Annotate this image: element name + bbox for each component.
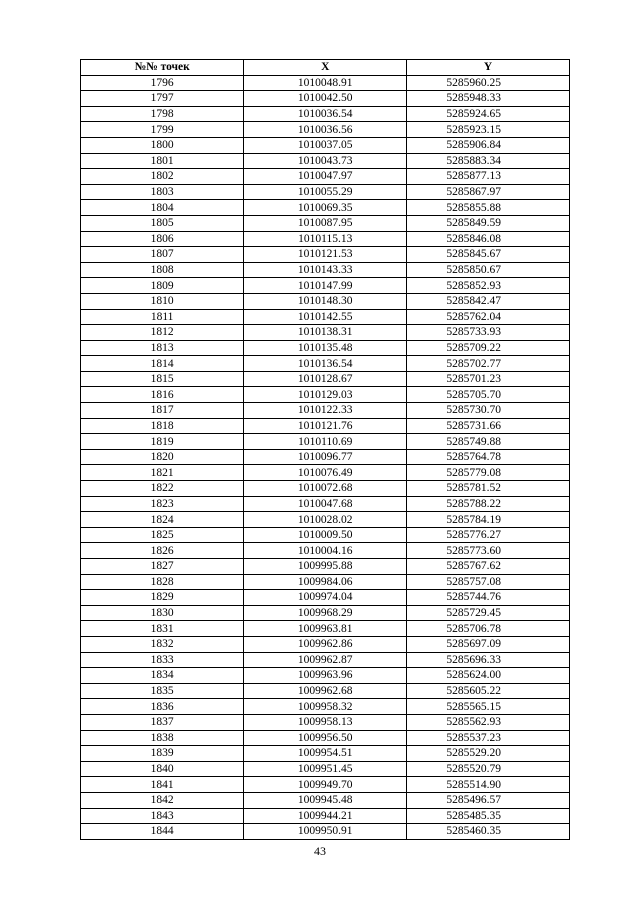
x-cell: 1009963.96 <box>244 668 407 684</box>
point-number-cell: 1811 <box>81 309 244 325</box>
y-cell: 5285749.88 <box>407 434 570 450</box>
table-row <box>81 621 570 637</box>
point-number-cell: 1825 <box>81 527 244 543</box>
point-number-cell: 1813 <box>81 340 244 356</box>
y-cell: 5285788.22 <box>407 496 570 512</box>
x-cell: 1009968.29 <box>244 605 407 621</box>
table-row <box>81 247 570 263</box>
table-row <box>81 824 570 840</box>
table-row <box>81 169 570 185</box>
x-cell: 1010072.68 <box>244 481 407 497</box>
coordinates-table <box>80 59 570 840</box>
x-cell: 1010129.03 <box>244 387 407 403</box>
y-cell: 5285852.93 <box>407 278 570 294</box>
x-cell: 1009974.04 <box>244 590 407 606</box>
x-cell: 1010136.54 <box>244 356 407 372</box>
x-cell: 1010135.48 <box>244 340 407 356</box>
table-row <box>81 449 570 465</box>
point-number-cell: 1827 <box>81 559 244 575</box>
x-cell: 1009962.68 <box>244 683 407 699</box>
column-header-x: X <box>244 60 407 76</box>
y-cell: 5285705.70 <box>407 387 570 403</box>
x-cell: 1010087.95 <box>244 215 407 231</box>
point-number-cell: 1806 <box>81 231 244 247</box>
x-cell: 1010121.53 <box>244 247 407 263</box>
point-number-cell: 1821 <box>81 465 244 481</box>
table-row <box>81 792 570 808</box>
table-row <box>81 387 570 403</box>
y-cell: 5285773.60 <box>407 543 570 559</box>
point-number-cell: 1837 <box>81 714 244 730</box>
y-cell: 5285855.88 <box>407 200 570 216</box>
x-cell: 1010069.35 <box>244 200 407 216</box>
table-row <box>81 278 570 294</box>
table-row <box>81 418 570 434</box>
point-number-cell: 1796 <box>81 75 244 91</box>
x-cell: 1009962.86 <box>244 636 407 652</box>
table-row <box>81 808 570 824</box>
point-number-cell: 1804 <box>81 200 244 216</box>
y-cell: 5285849.59 <box>407 215 570 231</box>
table-row <box>81 668 570 684</box>
page-number: 43 <box>314 844 326 858</box>
point-number-cell: 1797 <box>81 91 244 107</box>
x-cell: 1010147.99 <box>244 278 407 294</box>
y-cell: 5285729.45 <box>407 605 570 621</box>
x-cell: 1010047.97 <box>244 169 407 185</box>
y-cell: 5285562.93 <box>407 714 570 730</box>
x-cell: 1009945.48 <box>244 792 407 808</box>
point-number-cell: 1818 <box>81 418 244 434</box>
x-cell: 1010122.33 <box>244 403 407 419</box>
point-number-cell: 1832 <box>81 636 244 652</box>
y-cell: 5285781.52 <box>407 481 570 497</box>
point-number-cell: 1812 <box>81 325 244 341</box>
x-cell: 1009995.88 <box>244 559 407 575</box>
point-number-cell: 1842 <box>81 792 244 808</box>
table-row <box>81 543 570 559</box>
table-row <box>81 122 570 138</box>
x-cell: 1009949.70 <box>244 777 407 793</box>
point-number-cell: 1826 <box>81 543 244 559</box>
y-cell: 5285460.35 <box>407 824 570 840</box>
x-cell: 1010121.76 <box>244 418 407 434</box>
table-row <box>81 75 570 91</box>
x-cell: 1009951.45 <box>244 761 407 777</box>
point-number-cell: 1834 <box>81 668 244 684</box>
table-row <box>81 683 570 699</box>
x-cell: 1009963.81 <box>244 621 407 637</box>
point-number-cell: 1828 <box>81 574 244 590</box>
table-row <box>81 714 570 730</box>
point-number-cell: 1809 <box>81 278 244 294</box>
point-number-cell: 1802 <box>81 169 244 185</box>
x-cell: 1010037.05 <box>244 137 407 153</box>
x-cell: 1010004.16 <box>244 543 407 559</box>
y-cell: 5285877.13 <box>407 169 570 185</box>
x-cell: 1010096.77 <box>244 449 407 465</box>
y-cell: 5285744.76 <box>407 590 570 606</box>
point-number-cell: 1840 <box>81 761 244 777</box>
table-row <box>81 746 570 762</box>
x-cell: 1010047.68 <box>244 496 407 512</box>
y-cell: 5285960.25 <box>407 75 570 91</box>
table-row <box>81 559 570 575</box>
y-cell: 5285702.77 <box>407 356 570 372</box>
y-cell: 5285709.22 <box>407 340 570 356</box>
y-cell: 5285605.22 <box>407 683 570 699</box>
x-cell: 1009958.13 <box>244 714 407 730</box>
y-cell: 5285767.62 <box>407 559 570 575</box>
point-number-cell: 1829 <box>81 590 244 606</box>
table-row <box>81 465 570 481</box>
table-row <box>81 777 570 793</box>
y-cell: 5285842.47 <box>407 293 570 309</box>
y-cell: 5285948.33 <box>407 91 570 107</box>
table-row <box>81 636 570 652</box>
point-number-cell: 1831 <box>81 621 244 637</box>
point-number-cell: 1820 <box>81 449 244 465</box>
y-cell: 5285520.79 <box>407 761 570 777</box>
table-row <box>81 325 570 341</box>
y-cell: 5285624.00 <box>407 668 570 684</box>
table-row <box>81 106 570 122</box>
point-number-cell: 1807 <box>81 247 244 263</box>
x-cell: 1010128.67 <box>244 371 407 387</box>
y-cell: 5285779.08 <box>407 465 570 481</box>
y-cell: 5285696.33 <box>407 652 570 668</box>
table-row <box>81 356 570 372</box>
table-row <box>81 184 570 200</box>
x-cell: 1010042.50 <box>244 91 407 107</box>
x-cell: 1009962.87 <box>244 652 407 668</box>
table-row <box>81 137 570 153</box>
table-header-row <box>81 60 570 76</box>
x-cell: 1010110.69 <box>244 434 407 450</box>
table-row <box>81 309 570 325</box>
y-cell: 5285537.23 <box>407 730 570 746</box>
point-number-cell: 1817 <box>81 403 244 419</box>
point-number-cell: 1801 <box>81 153 244 169</box>
table-row <box>81 403 570 419</box>
table-row <box>81 200 570 216</box>
x-cell: 1010138.31 <box>244 325 407 341</box>
point-number-cell: 1803 <box>81 184 244 200</box>
x-cell: 1010043.73 <box>244 153 407 169</box>
y-cell: 5285529.20 <box>407 746 570 762</box>
table-row <box>81 652 570 668</box>
y-cell: 5285730.70 <box>407 403 570 419</box>
point-number-cell: 1822 <box>81 481 244 497</box>
y-cell: 5285923.15 <box>407 122 570 138</box>
point-number-cell: 1836 <box>81 699 244 715</box>
point-number-cell: 1839 <box>81 746 244 762</box>
point-number-cell: 1824 <box>81 512 244 528</box>
y-cell: 5285784.19 <box>407 512 570 528</box>
point-number-cell: 1808 <box>81 262 244 278</box>
x-cell: 1010148.30 <box>244 293 407 309</box>
point-number-cell: 1800 <box>81 137 244 153</box>
x-cell: 1010036.54 <box>244 106 407 122</box>
point-number-cell: 1798 <box>81 106 244 122</box>
point-number-cell: 1805 <box>81 215 244 231</box>
point-number-cell: 1838 <box>81 730 244 746</box>
point-number-cell: 1843 <box>81 808 244 824</box>
column-header-y: Y <box>407 60 570 76</box>
y-cell: 5285731.66 <box>407 418 570 434</box>
y-cell: 5285850.67 <box>407 262 570 278</box>
x-cell: 1009950.91 <box>244 824 407 840</box>
point-number-cell: 1814 <box>81 356 244 372</box>
y-cell: 5285697.09 <box>407 636 570 652</box>
x-cell: 1010143.33 <box>244 262 407 278</box>
table-row <box>81 590 570 606</box>
point-number-cell: 1835 <box>81 683 244 699</box>
table-body <box>81 75 570 839</box>
point-number-cell: 1844 <box>81 824 244 840</box>
x-cell: 1010009.50 <box>244 527 407 543</box>
point-number-cell: 1833 <box>81 652 244 668</box>
x-cell: 1009954.51 <box>244 746 407 762</box>
y-cell: 5285906.84 <box>407 137 570 153</box>
y-cell: 5285867.97 <box>407 184 570 200</box>
point-number-cell: 1823 <box>81 496 244 512</box>
table-row <box>81 527 570 543</box>
y-cell: 5285776.27 <box>407 527 570 543</box>
table-row <box>81 699 570 715</box>
y-cell: 5285924.65 <box>407 106 570 122</box>
point-number-cell: 1819 <box>81 434 244 450</box>
point-number-cell: 1799 <box>81 122 244 138</box>
y-cell: 5285846.08 <box>407 231 570 247</box>
y-cell: 5285762.04 <box>407 309 570 325</box>
x-cell: 1010036.56 <box>244 122 407 138</box>
table-row <box>81 574 570 590</box>
table-row <box>81 340 570 356</box>
table-row <box>81 215 570 231</box>
table-row <box>81 91 570 107</box>
table-row <box>81 231 570 247</box>
table-row <box>81 434 570 450</box>
point-number-cell: 1816 <box>81 387 244 403</box>
y-cell: 5285845.67 <box>407 247 570 263</box>
table-row <box>81 293 570 309</box>
y-cell: 5285757.08 <box>407 574 570 590</box>
x-cell: 1010048.91 <box>244 75 407 91</box>
table-row <box>81 153 570 169</box>
table-row <box>81 605 570 621</box>
point-number-cell: 1815 <box>81 371 244 387</box>
x-cell: 1010115.13 <box>244 231 407 247</box>
x-cell: 1010076.49 <box>244 465 407 481</box>
y-cell: 5285565.15 <box>407 699 570 715</box>
y-cell: 5285706.78 <box>407 621 570 637</box>
x-cell: 1010055.29 <box>244 184 407 200</box>
table-row <box>81 262 570 278</box>
y-cell: 5285701.23 <box>407 371 570 387</box>
point-number-cell: 1810 <box>81 293 244 309</box>
table-row <box>81 496 570 512</box>
y-cell: 5285514.90 <box>407 777 570 793</box>
point-number-cell: 1830 <box>81 605 244 621</box>
table-row <box>81 512 570 528</box>
y-cell: 5285733.93 <box>407 325 570 341</box>
y-cell: 5285883.34 <box>407 153 570 169</box>
table-row <box>81 761 570 777</box>
x-cell: 1010142.55 <box>244 309 407 325</box>
x-cell: 1009984.06 <box>244 574 407 590</box>
y-cell: 5285764.78 <box>407 449 570 465</box>
x-cell: 1009956.50 <box>244 730 407 746</box>
x-cell: 1010028.02 <box>244 512 407 528</box>
column-header-point-number: №№ точек <box>81 60 244 76</box>
table-row <box>81 371 570 387</box>
y-cell: 5285485.35 <box>407 808 570 824</box>
table-row <box>81 730 570 746</box>
y-cell: 5285496.57 <box>407 792 570 808</box>
point-number-cell: 1841 <box>81 777 244 793</box>
x-cell: 1009958.32 <box>244 699 407 715</box>
x-cell: 1009944.21 <box>244 808 407 824</box>
table-row <box>81 481 570 497</box>
